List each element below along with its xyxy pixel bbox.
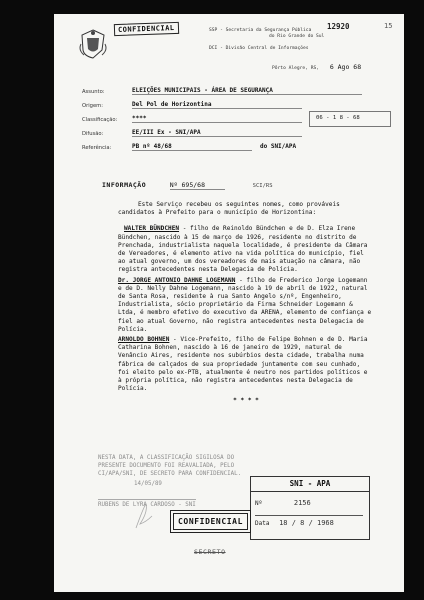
reclassification-signature: RUBENS DE LYRA CARDOSO - SNI: [98, 499, 196, 509]
field-value: ELEIÇÕES MUNICIPAIS - ÁREA DE SEGURANÇA: [132, 87, 362, 95]
paragraph-3: [118, 336, 374, 393]
field-label: Difusão:: [82, 131, 104, 137]
sni-stamp-title: SNI - APA: [251, 477, 369, 492]
place-label: Pôrto Alegre, RS,: [272, 66, 320, 71]
sni-stamp-row1: [255, 499, 311, 507]
confidencial-stamp-top: CONFIDENCIAL: [114, 22, 179, 36]
secreto-crossed: SECRETO: [194, 548, 226, 556]
paragraph-2: [118, 277, 374, 334]
sni-stamp-divider: [255, 515, 363, 516]
field-referencia: [82, 142, 382, 156]
reclassification-note: [98, 454, 248, 488]
agency-line-1: SSP - Secretaria da Segurança Pública: [209, 28, 312, 33]
field-assunto: [82, 86, 382, 100]
info-suffix: SCI/RS: [252, 183, 273, 189]
agency-line-2: do Rio Grande do Sul: [269, 34, 325, 39]
field-label: Referência:: [82, 145, 112, 151]
reclassification-text: NESTA DATA, A CLASSIFICAÇÃO SIGILOSA DO PRESENTE DOCUMENTO FOI REAVALIADA, PELO CI/APA/SNI, DE SECRETO PARA CONFIDENCIAL.: [98, 455, 242, 477]
paragraph-1: [118, 225, 374, 274]
doc-number: 12920: [327, 22, 350, 31]
info-line: [102, 172, 362, 191]
field-label: Assunto:: [82, 89, 105, 95]
field-extra: do SNI/APA: [260, 143, 297, 150]
date-value: 6 Ago 68: [329, 63, 362, 71]
sni-stamp-row2: [255, 519, 334, 527]
closing-stars: * * * *: [233, 397, 259, 405]
corner-mark: 15: [384, 22, 393, 30]
agency-line-3: DCI - Divisão Central de Informações: [209, 46, 309, 51]
sni-stamp-row2-label: Data: [255, 520, 270, 527]
sni-stamp-row1-value: 2156: [293, 499, 311, 507]
document-body: [118, 201, 374, 406]
field-value: Del Pol de Horizontina: [132, 101, 302, 109]
field-value: ****: [132, 115, 302, 123]
info-number: Nº 695/68: [170, 181, 225, 190]
place-date: [272, 64, 361, 72]
field-difusao: [82, 128, 382, 142]
field-label: Classificação:: [82, 117, 118, 123]
candidate-name-2: Dr. JORGE ANTONIO DAHNE LOGEMANN: [118, 276, 236, 284]
confidencial-stamp-bottom: [170, 510, 251, 533]
candidate-text-1: - filho de Reinoldo Bündchen e de D. Elza Irene Bündchen, nascido à 15 de março de 1926, residente no distrito de Prenchada, industrialista naquela localidade, é presidente da Câmara de Vereadores, é elemento ativo na vida política do município, fiel ao atual governo, um dos vereadores de mais atuação na câmara, não registra antecedentes nesta Delegacia de Polícia.: [118, 225, 368, 274]
intro-text: Este Serviço recebeu os seguintes nomes, como prováveis candidatos à Prefeito para o município de Horizontina:: [118, 201, 340, 217]
register-value: 06 - 1 8 - 68: [316, 115, 360, 121]
agency-header: [209, 28, 399, 52]
sni-stamp-row2-value: 18 / 8 / 1968: [279, 519, 334, 527]
candidate-name-3: ARNOLDO BOHNEN: [118, 336, 170, 344]
candidate-text-2: - filho de Frederico Jorge Logemann e de D. Nelly Dahne Logemann, nascido à 19 de abril de 1922, natural de Santa Rosa, residente à rua Santo Angelo s/nº, Engenheiro, Industrialista, sócio proprietário da Firma Schneider Logemann & Ltda, é membro efetivo do executivo da ARENA, elemento de confiança e fiel ao atual Governo, não registra antecedentes nesta Delegacia de Polícia.: [118, 276, 372, 333]
field-value: EE/III Ex - SNI/APA: [132, 129, 302, 137]
document-page: [54, 14, 404, 592]
info-label: INFORMAÇÃO: [102, 181, 147, 189]
coat-of-arms-icon: [78, 28, 108, 60]
sni-apa-stamp: [250, 476, 370, 540]
register-box: [309, 111, 391, 127]
field-value: PB nº 48/68: [132, 143, 252, 151]
field-label: Origem:: [82, 103, 103, 109]
confidencial-stamp-bottom-text: CONFIDENCIAL: [173, 513, 248, 530]
reclassification-date: 14/05/89: [134, 481, 162, 487]
candidate-text-3: - Vice-Prefeito, filho de Felipe Bohnen e de D. Maria Catharina Bohnen, nascido à 16 de janeiro de 1929, natural de Venâncio Aires, residente nos subúrbios desta cidade, trabalha numa fábrica de calçados de sua propriedade juntamente com seu cunhado, foi eleito pelo ex-PTB, atualmente é neutro nos partidos políticos e à própria política, não registra antecedentes nesta Delegacia de Polícia.: [118, 336, 368, 393]
candidate-name-1: WALTER BÜNDCHEN: [124, 225, 180, 233]
sni-stamp-row1-label: Nº: [255, 500, 263, 507]
